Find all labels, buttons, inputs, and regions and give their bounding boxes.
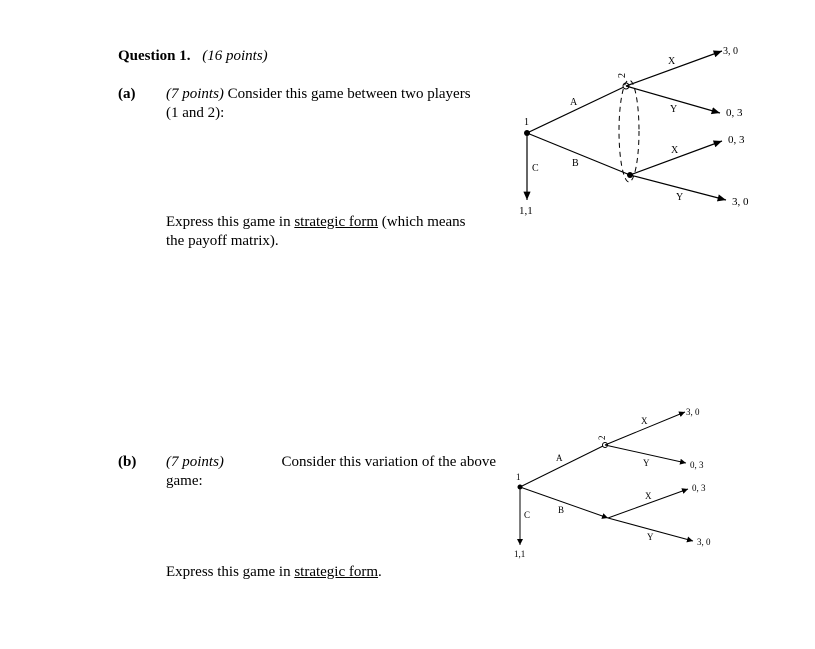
label-move-b: B [572, 158, 579, 169]
label-player2: 2 [617, 73, 628, 78]
label-move-c: C [532, 163, 539, 174]
label-player1: 1 [516, 472, 521, 482]
part-b-prompt-text-1: Consider this variation of the above [281, 454, 496, 470]
part-a-express [166, 213, 466, 251]
label-move-c: C [524, 510, 531, 520]
payoff-ax: 3, 0 [686, 407, 700, 417]
label-move-y-bottom: Y [647, 532, 654, 542]
label-move-y-bottom: Y [676, 192, 684, 203]
part-b-prompt-text-2: game: [166, 473, 203, 489]
payoff-ax: 3, 0 [723, 46, 738, 57]
payoff-bx: 0, 3 [692, 483, 706, 493]
part-b-points: (7 points) [166, 454, 224, 470]
question-title: Question 1. [118, 48, 191, 64]
part-b-express-end: . [378, 564, 382, 580]
question-points: (16 points) [202, 48, 268, 64]
payoff-ay: 0, 3 [690, 460, 704, 470]
part-b-label: (b) [118, 454, 137, 470]
part-a-prompt-line1 [166, 85, 471, 104]
part-a-label: (a) [118, 86, 136, 102]
label-move-a: A [570, 97, 578, 108]
label-move-x-bottom: X [645, 491, 652, 501]
part-a-strategic-form-link: strategic form [294, 214, 379, 230]
label-move-y-top: Y [670, 104, 678, 115]
part-b-express [166, 563, 382, 582]
edge-a [520, 445, 605, 487]
question-header [118, 47, 268, 66]
part-a-prompt-text-2: (1 and 2): [166, 105, 225, 121]
part-b-prompt-line1 [166, 453, 496, 472]
label-move-a: A [556, 453, 563, 463]
payoff-c: 1,1 [519, 205, 533, 217]
information-set [619, 80, 639, 182]
edge-a [527, 86, 626, 133]
payoff-by: 3, 0 [697, 537, 711, 547]
payoff-bx: 0, 3 [728, 134, 745, 146]
part-a-game-tree [490, 40, 790, 230]
part-b-game-tree [500, 400, 740, 570]
label-move-x-bottom: X [671, 145, 679, 156]
label-player2: 2 [597, 435, 607, 440]
label-player1: 1 [524, 117, 529, 128]
part-a-express-line1 [166, 213, 466, 232]
part-a-express-text-1: Express this game in [166, 214, 291, 230]
part-a-express-text-2: (which means [381, 214, 466, 230]
payoff-c: 1,1 [514, 549, 526, 559]
part-a-express-text-3: the payoff matrix). [166, 233, 279, 249]
label-move-x-top: X [641, 416, 648, 426]
part-b-express-text-1: Express this game in [166, 564, 291, 580]
part-a-prompt-text-1: Consider this game between two players [227, 86, 471, 102]
label-move-x-top: X [668, 56, 676, 67]
part-a-points: (7 points) [166, 86, 224, 102]
part-a-prompt [166, 85, 471, 123]
payoff-ay: 0, 3 [726, 107, 743, 119]
payoff-by: 3, 0 [732, 196, 749, 208]
label-move-y-top: Y [643, 458, 650, 468]
part-b-prompt [166, 453, 496, 491]
label-move-b: B [558, 505, 565, 515]
part-b-strategic-form-link: strategic form [294, 564, 379, 580]
